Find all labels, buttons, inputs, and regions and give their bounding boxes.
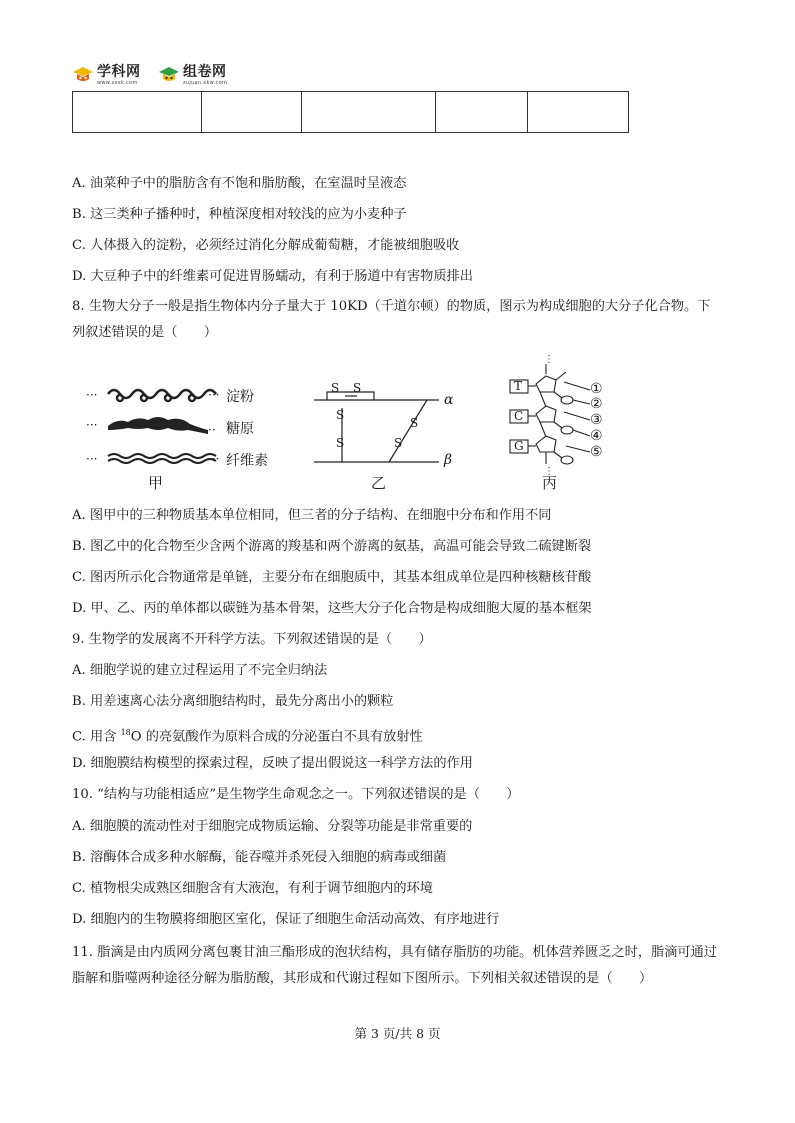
- q11-stem: 11. 脂滴是由内质网分离包裹甘油三酯形成的泡状结构，具有储存脂肪的功能。机体营养匮乏之时，脂滴可通过脂解和脂噬两种途径分解为脂肪酸，其形成和代谢过程如下图所示。下列相关叙述错误的是（ ）: [72, 945, 717, 986]
- jia-label-cellulose: 纤维素: [226, 453, 268, 469]
- q10-stem: 10. “结构与功能相适应”是生物学生命观念之一。下列叙述错误的是（ ）: [72, 787, 520, 802]
- svg-text:··: ··: [208, 423, 216, 437]
- q9-option-c: [72, 724, 742, 746]
- bing-number-1: ①: [590, 381, 603, 397]
- table-cell: [302, 92, 436, 133]
- yi-beta-chain: β: [444, 452, 453, 468]
- jia-label-glycogen: 糖原: [226, 421, 254, 437]
- svg-text:···: ···: [86, 452, 98, 466]
- svg-text:···: ···: [86, 418, 98, 432]
- q7-option-d: D. 大豆种子中的纤维素可促进胃肠蠕动，有利于肠道中有害物质排出: [72, 269, 473, 284]
- logo-url: zujuan.xkw.com: [183, 79, 228, 86]
- table-cell: [528, 92, 629, 133]
- svg-text:⋮: ⋮: [544, 466, 554, 477]
- q9-stem: 9. 生物学的发展离不开科学方法。下列叙述错误的是（ ）: [72, 632, 432, 647]
- svg-text:⋮: ⋮: [544, 354, 554, 365]
- svg-text:···: ···: [208, 452, 220, 466]
- bing-base-t: T: [514, 379, 523, 393]
- q9-option-d: D. 细胞膜结构模型的探索过程，反映了提出假说这一科学方法的作用: [72, 756, 473, 771]
- logo-name: 学科网: [97, 63, 141, 80]
- bing-base-c: C: [514, 409, 524, 423]
- q8-option-b: B. 图乙中的化合物至少含两个游离的羧基和两个游离的氨基，高温可能会导致二硫键断裂: [72, 539, 592, 554]
- q7-option-a: A. 油菜种子中的脂肪含有不饱和脂肪酸，在室温时呈液态: [72, 176, 407, 191]
- table-row: [73, 92, 629, 133]
- svg-text:···: ···: [208, 388, 220, 402]
- q9-option-b: B. 用差速离心法分离细胞结构时，最先分离出小的颗粒: [72, 694, 394, 709]
- yi-sulfur: S: [336, 436, 345, 450]
- q7-option-b: B. 这三类种子播种时，种植深度相对较浅的应为小麦种子: [72, 207, 407, 222]
- yi-alpha-chain: α: [444, 392, 454, 408]
- bing-number-4: ④: [590, 428, 603, 444]
- q9-option-c-text: O 的亮氨酸作为原料合成的分泌蛋白不具有放射性: [130, 729, 423, 745]
- figure-yi-diagram: [309, 352, 469, 492]
- q8-option-c: C. 图丙所示化合物通常是单链，主要分布在细胞质中，其基本组成单位是四种核糖核苷酸: [72, 570, 592, 585]
- figure-jia-diagram: [84, 352, 284, 492]
- graduation-cap-icon: [72, 66, 94, 84]
- q8-figure: [84, 352, 604, 492]
- q8-option-a: A. 图甲中的三种物质基本单位相同，但三者的分子结构、在细胞中分布和作用不同: [72, 508, 552, 523]
- isotope-superscript: 18: [120, 728, 131, 737]
- logo-url: www.zxxk.com: [97, 79, 138, 86]
- q10-option-d: D. 细胞内的生物膜将细胞区室化，保证了细胞生命活动高效、有序地进行: [72, 912, 500, 927]
- figure-caption-yi: 乙: [371, 474, 387, 492]
- bing-number-5: ⑤: [590, 444, 603, 460]
- zujuan-logo: [158, 60, 227, 90]
- q8-stem: 8. 生物大分子一般是指生物体内分子量大于 10KD（千道尔顿）的物质，图示为构成细胞的大分子化合物。下列叙述错误的是（ ）: [72, 299, 711, 340]
- q7-option-c: C. 人体摄入的淀粉，必须经过消化分解成葡萄糖，才能被细胞吸收: [72, 238, 460, 253]
- bing-base-g: G: [514, 439, 524, 453]
- q10-option-a: A. 细胞膜的流动性对于细胞完成物质运输、分裂等功能是非常重要的: [72, 819, 473, 834]
- bing-number-2: ②: [590, 396, 603, 412]
- q10-option-b: B. 溶酶体合成多种水解酶，能吞噬并杀死侵入细胞的病毒或细菌: [72, 850, 447, 865]
- yi-sulfur: S: [410, 416, 419, 430]
- yi-sulfur: S: [353, 381, 362, 395]
- jia-label-starch: 淀粉: [226, 389, 254, 405]
- logo-name: 组卷网: [183, 63, 227, 80]
- q9-option-a: A. 细胞学说的建立过程运用了不完全归纳法: [72, 663, 328, 678]
- q8-option-d: D. 甲、乙、丙的单体都以碳链为基本骨架，这些大分子化合物是构成细胞大厦的基本框架: [72, 601, 592, 616]
- bing-number-3: ③: [590, 412, 603, 428]
- table-cell: [436, 92, 528, 133]
- yi-sulfur: S: [336, 408, 345, 422]
- q9-option-c-prefix: C. 用含: [72, 729, 121, 745]
- yi-sulfur: S: [331, 381, 340, 395]
- page-number: 第 3 页/共 8 页: [354, 1026, 441, 1041]
- continuation-table: [72, 91, 629, 133]
- q10-option-c: C. 植物根尖成熟区细胞含有大液泡，有利于调节细胞内的环境: [72, 881, 433, 896]
- svg-text:···: ···: [86, 388, 98, 402]
- xueke-logo: [72, 60, 141, 90]
- table-cell: [202, 92, 302, 133]
- table-cell: [73, 92, 202, 133]
- figure-caption-jia: 甲: [148, 474, 164, 492]
- graduation-cap-icon: [158, 66, 180, 84]
- yi-sulfur: S: [394, 436, 403, 450]
- figure-caption-bing: 丙: [542, 474, 558, 492]
